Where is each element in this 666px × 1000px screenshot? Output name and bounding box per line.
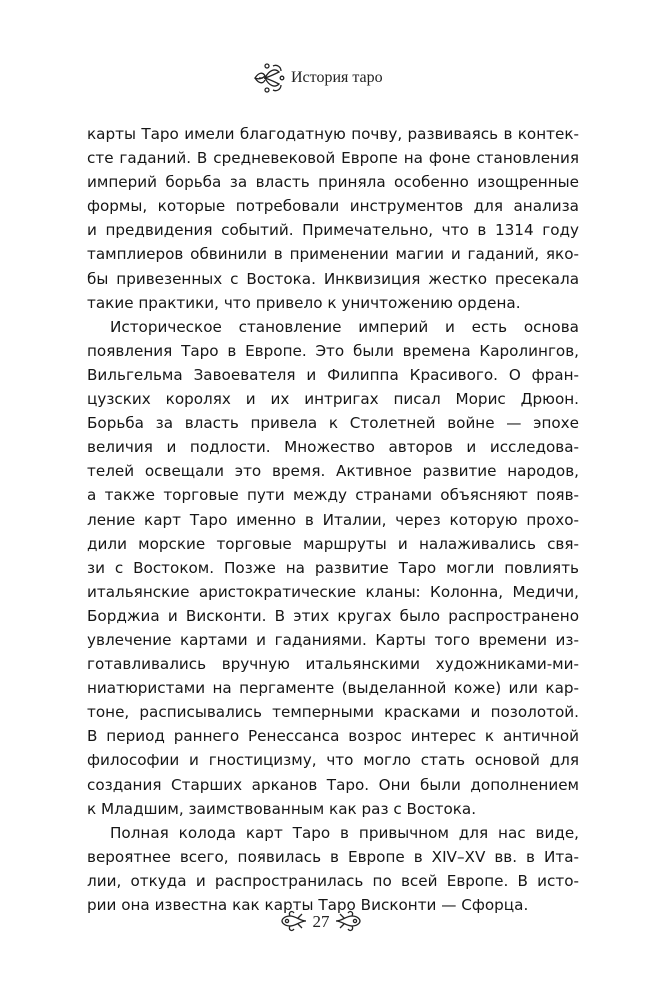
text-line: Полная колода карт Таро в привычном для нас виде,	[110, 823, 579, 842]
text-line: рии она известна как карты Таро Висконти — Сфорца.	[87, 896, 529, 914]
text-line: ниатюристами на пергаменте (выделанной коже) или кар-	[87, 679, 579, 698]
text-line: лии, откуда и распространилась по всей Европе. В исто-	[87, 871, 579, 890]
paragraph-1	[87, 122, 579, 315]
page-number: 27	[312, 912, 330, 931]
page-footer	[0, 906, 666, 938]
text-line: Историческое становление империй и есть основа	[110, 317, 579, 336]
text-line: цузских королях и их интригах писал Морис Дрюон.	[87, 390, 579, 409]
fleuron-ornament-icon	[251, 62, 285, 94]
text-line: ление карт Таро именно в Италии, через которую прохо-	[87, 510, 579, 529]
text-line: дили морские торговые маршруты и налаживались свя-	[87, 534, 579, 553]
text-line: готавливались вручную итальянскими художниками-ми-	[87, 655, 579, 674]
text-line: Борджиа и Висконти. В этих кругах было распространено	[87, 606, 579, 625]
text-line: В период раннего Ренессанса возрос интерес к античной	[87, 727, 579, 746]
text-line: величия и подлости. Множество авторов и исследова-	[87, 438, 579, 457]
scroll-ornament-right-icon	[334, 908, 364, 934]
paragraph-3	[87, 821, 579, 917]
text-line: появления Таро в Европе. Это были времена Каролингов,	[87, 341, 579, 360]
text-line: зи с Востоком. Позже на развитие Таро могли повлиять	[87, 558, 579, 577]
text-line: империй борьба за власть приняла особенно изощренные	[87, 173, 579, 192]
text-line: Борьба за власть привела к Столетней войне — эпохе	[87, 414, 579, 433]
text-line: телей освещали это время. Активное развитие народов,	[87, 462, 579, 481]
text-line: и предвидения событий. Примечательно, что в 1314 году	[87, 221, 579, 240]
text-line: такие практики, что привело к уничтожению ордена.	[87, 293, 521, 312]
text-line: тамплиеров обвинили в применении магии и гаданий, яко-	[87, 245, 579, 264]
text-line: увлечение картами и гаданиями. Карты того времени из-	[87, 630, 579, 649]
text-line: сте гаданий. В средневековой Европе на фоне становления	[87, 149, 579, 168]
chapter-title: История таро	[291, 69, 383, 86]
text-line: тоне, расписывались темперными красками и позолотой.	[87, 703, 579, 722]
text-line: формы, которые потребовали инструментов для анализа	[87, 197, 579, 216]
paragraph-2	[87, 315, 579, 821]
text-line: а также торговые пути между странами объясняют появ-	[87, 486, 579, 505]
text-line: карты Таро имели благодатную почву, развиваясь в контек-	[87, 125, 579, 143]
text-line: к Младшим, заимствованным как раз с Востока.	[87, 799, 477, 818]
text-line: создания Старших арканов Таро. Они были дополнением	[87, 775, 579, 794]
running-header	[0, 60, 666, 96]
text-line: философии и гностицизму, что могло стать основой для	[87, 751, 579, 770]
text-line: вероятнее всего, появилась в Европе в XIV–XV вв. в Ита-	[87, 847, 579, 866]
text-line: Вильгельма Завоевателя и Филиппа Красивого. О фран-	[87, 365, 579, 384]
text-line: итальянские аристократические кланы: Колонна, Медичи,	[87, 582, 579, 601]
page-body	[87, 122, 579, 917]
text-line: бы привезенных с Востока. Инквизиция жестко пресекала	[87, 269, 579, 288]
